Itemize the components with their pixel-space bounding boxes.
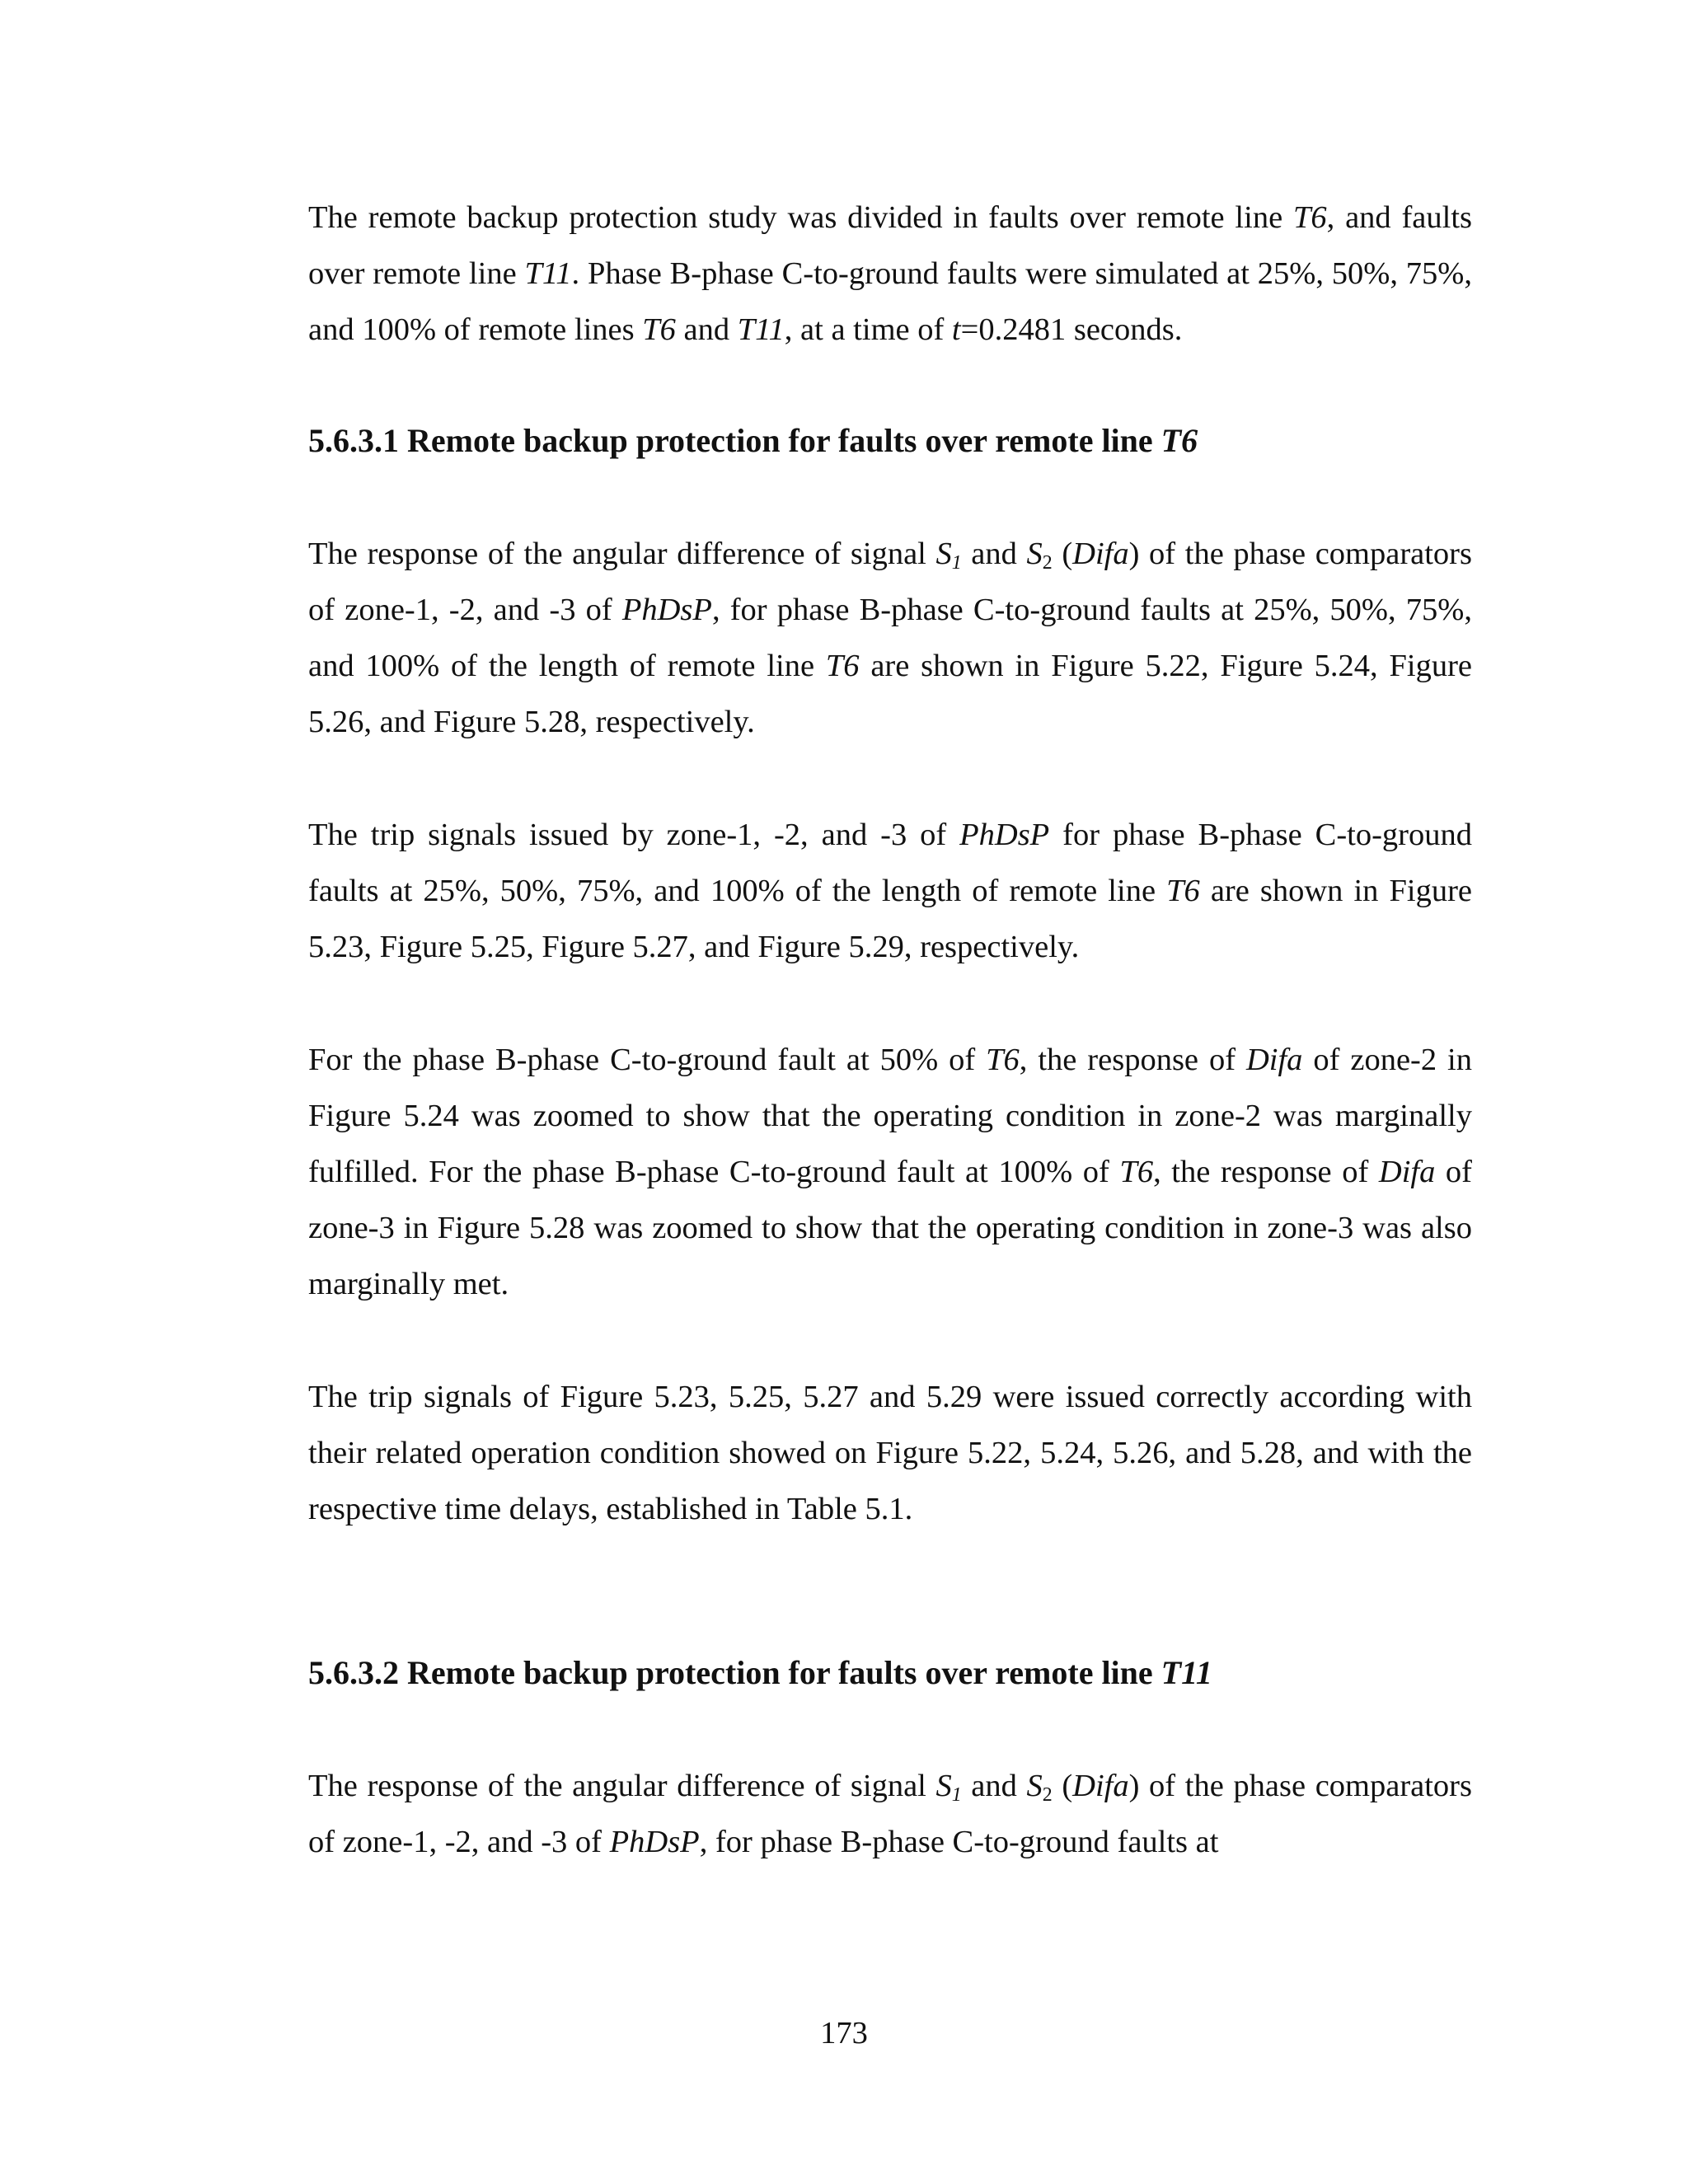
section-heading-5-6-3-1: 5.6.3.1 Remote backup protection for faults over remote line T6 xyxy=(308,422,1198,459)
trip-signals-paragraph-t6: The trip signals issued by zone-1, -2, and -3 of PhDsP for phase B-phase C-to-ground faults at 25%, 50%, 75%, and 100% of the length of remote line T6 are shown in Figure 5.23, Figure 5.25, Figure 5.27, and Figure 5.29, respectively. xyxy=(308,818,1472,964)
zoomed-response-paragraph: For the phase B-phase C-to-ground fault at 50% of T6, the response of Difa of zone-2 in Figure 5.24 was zoomed to show that the operating condition in zone-2 was marginally fulfilled. For the phase B-phase C-to-ground fault at 100% of T6, the response of Difa of zone-3 in Figure 5.28 was zoomed to show that the operating condition in zone-3 was also marginally met. xyxy=(308,1043,1473,1301)
page-body xyxy=(308,190,1472,1870)
angular-difference-paragraph-t6: The response of the angular difference of signal $S_1$ and $S_2$ (Difa) of the phase comparators of zone-1, -2, and -3 of PhDsP, for phase B-phase C-to-ground faults at 25%, 50%, 75%, and 100% of the length of remote line T6 are shown in Figure 5.22, Figure 5.24, Figure 5.26, and Figure 5.28, respectively. xyxy=(308,537,1472,739)
trip-signals-summary-paragraph: The trip signals of Figure 5.23, 5.25, 5.27 and 5.29 were issued correctly according with their related operation condition showed on Figure 5.22, 5.24, 5.26, and 5.28, and with the respective time delays, established in Table 5.1. xyxy=(308,1380,1472,1526)
intro-paragraph: The remote backup protection study was divided in faults over remote line T6, and faults over remote line T11. Phase B-phase C-to-ground faults were simulated at 25%, 50%, 75%, and 100% of remote lines T6 and T11, at a time of t=0.2481 seconds. xyxy=(308,200,1472,347)
section-heading-5-6-3-2: 5.6.3.2 Remote backup protection for faults over remote line T11 xyxy=(308,1654,1212,1691)
page-number: 173 xyxy=(820,2016,868,2050)
angular-difference-paragraph-t11: The response of the angular difference of signal $S_1$ and $S_2$ (Difa) of the phase comparators of zone-1, -2, and -3 of PhDsP, for phase B-phase C-to-ground faults at xyxy=(308,1769,1472,1859)
